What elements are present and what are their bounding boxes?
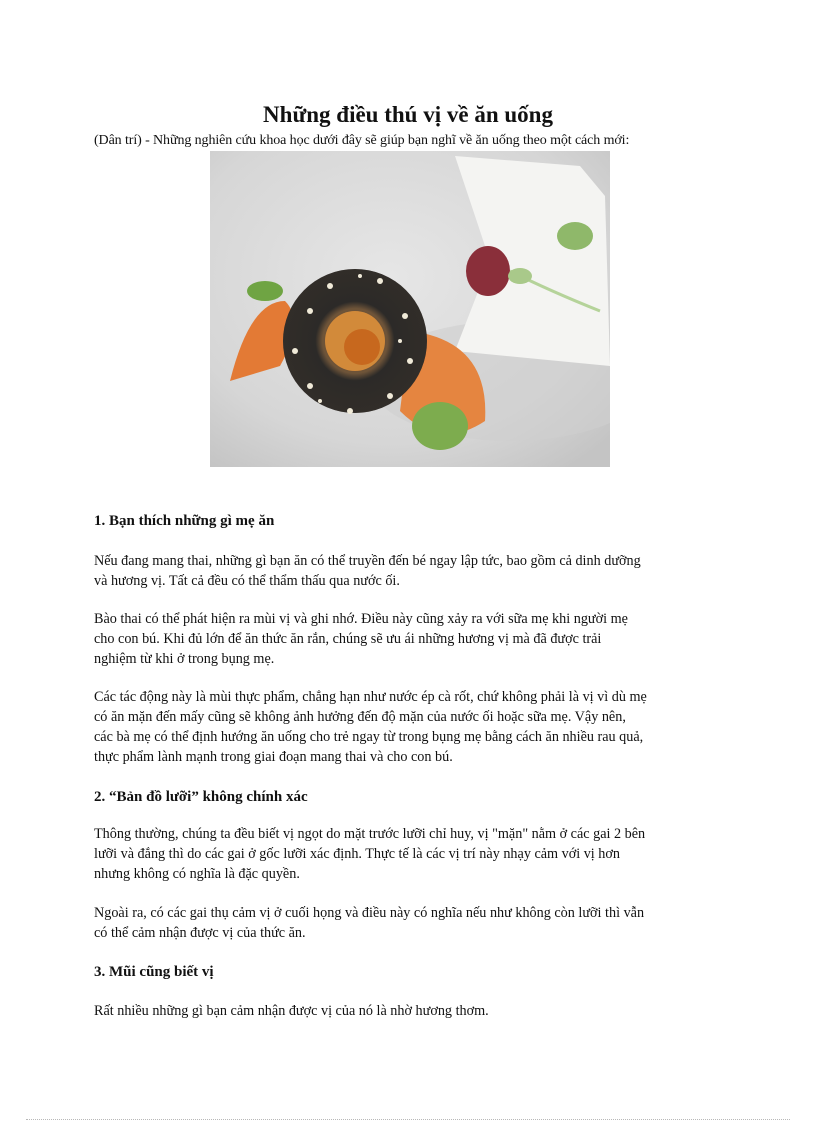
page-boundary-line	[26, 1119, 790, 1120]
section-1-paragraph-3	[94, 687, 718, 767]
section-2-heading: 2. “Bản đồ lưỡi” không chính xác	[94, 789, 308, 805]
section-3-paragraph-1	[94, 1001, 718, 1021]
lede-text: (Dân trí) - Những nghiên cứu khoa học dưới đây sẽ giúp bạn nghĩ về ăn uống theo một cách mới:	[94, 133, 630, 148]
text-line: Bào thai có thể phát hiện ra mùi vị và ghi nhớ. Điều này cũng xảy ra với sữa mẹ khi người mẹ	[94, 611, 628, 627]
text-line: Ngoài ra, có các gai thụ cảm vị ở cuối họng và điều này có nghĩa nếu như không còn lưỡi thì vẫn	[94, 905, 645, 921]
text-line: có ăn mặn đến mấy cũng sẽ không ảnh hưởng đến độ mặn của nước ối hoặc sữa mẹ. Vậy nên,	[94, 709, 626, 725]
text-line: các bà mẹ có thể định hướng ăn uống cho trẻ ngay từ trong bụng mẹ bằng cách ăn nhiều rau quả,	[94, 729, 644, 745]
food-photo	[210, 151, 610, 467]
text-line: có thể cảm nhận được vị của thức ăn.	[94, 925, 306, 941]
text-line: và hương vị. Tất cả đều có thể thẩm thấu qua nước ối.	[94, 573, 400, 589]
page-title: Những điều thú vị về ăn uống	[263, 102, 553, 127]
text-line: cho con bú. Khi đủ lớn để ăn thức ăn rắn, chúng sẽ ưu ái những hương vị mà đã được trải	[94, 631, 602, 647]
text-line: Các tác động này là mùi thực phẩm, chẳng hạn như nước ép cà rốt, chứ không phải là vị vì dù mẹ	[94, 689, 647, 705]
section-1-paragraph-1	[94, 551, 718, 591]
section-1-heading: 1. Bạn thích những gì mẹ ăn	[94, 513, 275, 529]
text-line: thực phẩm lành mạnh trong giai đoạn mang thai và cho con bú.	[94, 749, 453, 765]
text-line: lưỡi và đắng thì do các gai ở gốc lưỡi xác định. Thực tế là các vị trí này nhạy cảm với vị hơn	[94, 846, 620, 862]
section-1-paragraph-2	[94, 609, 718, 669]
section-2-paragraph-2	[94, 903, 718, 943]
section-3-heading: 3. Mũi cũng biết vị	[94, 964, 214, 980]
text-line: Thông thường, chúng ta đều biết vị ngọt do mặt trước lưỡi chỉ huy, vị "mặn" nằm ở các gai 2 bên	[94, 826, 646, 842]
text-line: Nếu đang mang thai, những gì bạn ăn có thể truyền đến bé ngay lập tức, bao gồm cả dinh dưỡng	[94, 553, 641, 569]
section-2-paragraph-1	[94, 824, 718, 884]
text-line: Rất nhiều những gì bạn cảm nhận được vị của nó là nhờ hương thơm.	[94, 1003, 489, 1019]
text-line: nhưng không có nghĩa là đặc quyền.	[94, 866, 300, 882]
food-photo-illustration	[210, 151, 610, 467]
text-line: nghiệm từ khi ở trong bụng mẹ.	[94, 651, 275, 667]
